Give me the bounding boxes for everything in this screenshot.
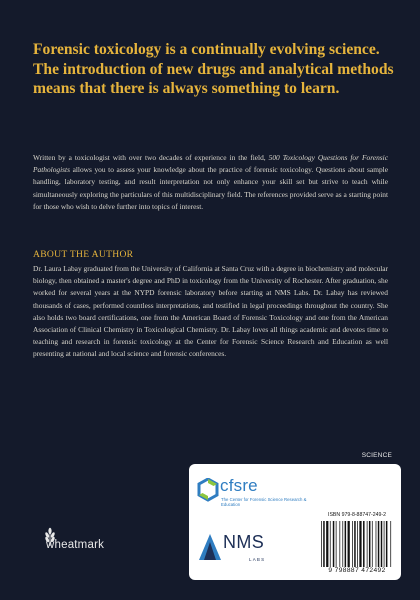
barcode-bar [386, 521, 388, 567]
barcode-bar [378, 521, 380, 567]
headline-line: Forensic toxicology is a continually evolving science. [33, 41, 380, 58]
barcode-bar [369, 521, 371, 567]
barcode-bar [367, 521, 368, 567]
barcode-bar [345, 521, 347, 567]
logo-barcode-panel [189, 464, 401, 580]
barcode-bar [336, 521, 337, 567]
publisher-name: wheatmark [46, 539, 105, 551]
barcode-bar [333, 521, 335, 567]
book-description [33, 152, 388, 213]
cfsre-logo [197, 476, 315, 516]
barcode-number: 9 798887 472492 [328, 567, 386, 574]
triangle-icon [198, 533, 222, 563]
barcode-bar [321, 521, 322, 567]
barcode-bar [326, 521, 328, 567]
barcode-bar [339, 521, 340, 567]
category-label: SCIENCE [361, 452, 392, 459]
barcode-bar [352, 521, 353, 567]
barcode-bar [330, 521, 331, 567]
headline [33, 40, 393, 99]
cfsre-tagline: The Center for Forensic Science Research & Education [221, 497, 307, 508]
barcode-bar [363, 521, 365, 567]
barcode-bar [381, 521, 383, 567]
barcode-bar [354, 521, 356, 567]
barcode-bar [359, 521, 361, 567]
hexagon-icon [197, 478, 219, 502]
barcode-bar [384, 521, 385, 567]
barcode-bar [323, 521, 325, 567]
book-title: 500 Toxicology Questions for Forensic Pathologists [33, 153, 388, 175]
barcode-bar [390, 521, 391, 567]
barcode [319, 521, 395, 567]
publisher-logo [40, 526, 124, 560]
nms-labs-label: LABS [249, 557, 266, 562]
cfsre-wordmark: cfsre [220, 476, 258, 495]
nms-labs-logo [198, 530, 308, 574]
barcode-bar [342, 521, 343, 567]
headline-line: means that there is always something to learn. [33, 80, 340, 97]
barcode-bar [372, 521, 373, 567]
headline-line: The introduction of new drugs and analytical methods [33, 60, 394, 78]
barcode-bar [376, 521, 377, 567]
author-bio: Dr. Laura Labay graduated from the University of California at Santa Cruz with a degree in biochemistry and molecular biology, then obtained a master's degree and PhD in toxicology from the University of Rochester. After graduation, she worked for several years at the NYPD forensic laboratory before starting at NMS Labs. Dr. Labay has reviewed thousands of cases, performed countless interpretations, and testified in legal proceedings throughout the country. She also holds two board certifications, one from the American Board of Forensic Toxicology and one from the American Association of Clinical Chemistry in Toxicological Chemistry. Dr. Labay loves all things academic and devotes time to teaching and research in forensic toxicology at the Center for Forensic Science Research and Education as well presenting at national and local science and forensic conferences. [33, 264, 388, 359]
about-author-heading: ABOUT THE AUTHOR [33, 249, 134, 260]
description-body: allows you to assess your knowledge about the practice of forensic toxicology. Questions about sample handling, laboratory testing, and result interpretation not only enhance your skill set but strive to teach while simultaneously exploring the particulars of this multidisciplinary field. The references provided serve as a starting point for those who wish to delve further into topics of interest. [33, 165, 388, 211]
barcode-bar [348, 521, 350, 567]
barcode-bar [357, 521, 358, 567]
description-intro: Written by a toxicologist with over two decades of experience in the field, [33, 153, 269, 162]
nms-wordmark: NMS [223, 532, 265, 552]
isbn-label: ISBN 979-8-88747-249-2 [328, 512, 386, 518]
